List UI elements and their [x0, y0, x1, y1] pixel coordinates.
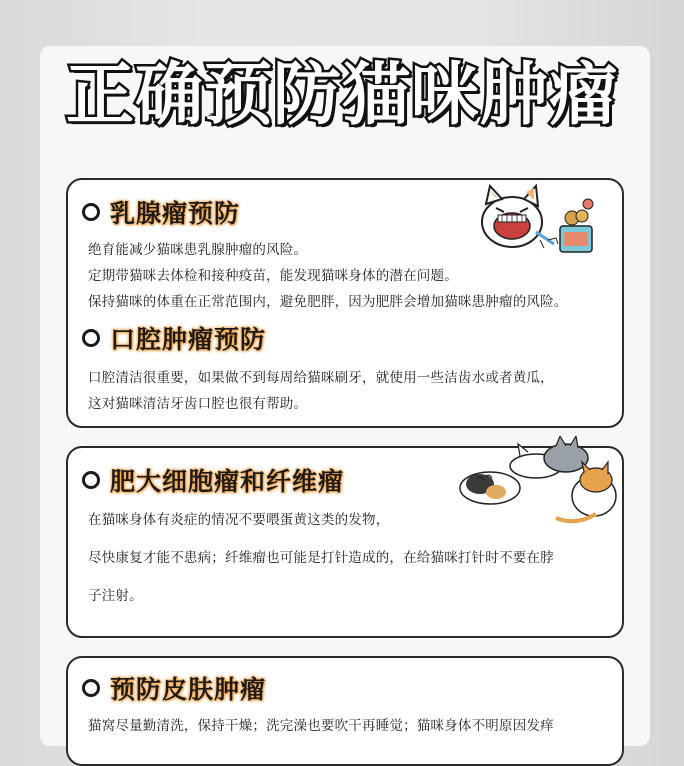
- section-text-line: 猫窝尽量勤清洗，保持干燥；洗完澡也要吹干再睡觉；猫咪身体不明原因发痒: [88, 718, 554, 734]
- section-text-line: 定期带猫咪去体检和接种疫苗，能发现猫咪身体的潜在问题。: [88, 268, 458, 284]
- section-text-line: 子注射。: [88, 588, 143, 604]
- section-title: 肥大细胞瘤和纤维瘤: [110, 467, 345, 496]
- bullet-icon: [82, 471, 100, 489]
- info-card-mast-cell: [66, 446, 624, 638]
- sleeping-cats-icon: [456, 436, 624, 528]
- page-title: 正确预防猫咪肿瘤: [65, 56, 618, 135]
- section-text-line: 保持猫咪的体重在正常范围内，避免肥胖，因为肥胖会增加猫咪患肿瘤的风险。: [88, 294, 568, 310]
- section-text-line: 口腔清洁很重要，如果做不到每周给猫咪刷牙，就使用一些洁齿水或者黄瓜，: [88, 370, 554, 386]
- section-text-line: 绝育能减少猫咪患乳腺肿瘤的风险。: [88, 242, 308, 258]
- section-text-line: 尽快康复才能不患病；纤维瘤也可能是打针造成的，在给猫咪打针时不要在脖: [88, 550, 554, 566]
- cat-brushing-teeth-icon: [476, 182, 602, 266]
- bullet-icon: [82, 203, 100, 221]
- section-title: 乳腺瘤预防: [110, 199, 241, 228]
- info-card-breast-oral: [66, 178, 624, 428]
- section-text-line: 这对猫咪清洁牙齿口腔也很有帮助。: [88, 396, 308, 412]
- section-heading-skin: [82, 670, 266, 706]
- bullet-icon: [82, 329, 100, 347]
- section-heading-oral: [82, 320, 266, 356]
- bullet-icon: [82, 679, 100, 697]
- section-heading-breast: [82, 194, 240, 230]
- section-text-line: 在猫咪身体有炎症的情况不要喂蛋黄这类的发物，: [88, 512, 390, 528]
- section-heading-mast-cell: [82, 462, 344, 498]
- info-card-skin: [66, 656, 624, 766]
- section-title: 预防皮肤肿瘤: [110, 675, 267, 704]
- section-title: 口腔肿瘤预防: [110, 325, 267, 354]
